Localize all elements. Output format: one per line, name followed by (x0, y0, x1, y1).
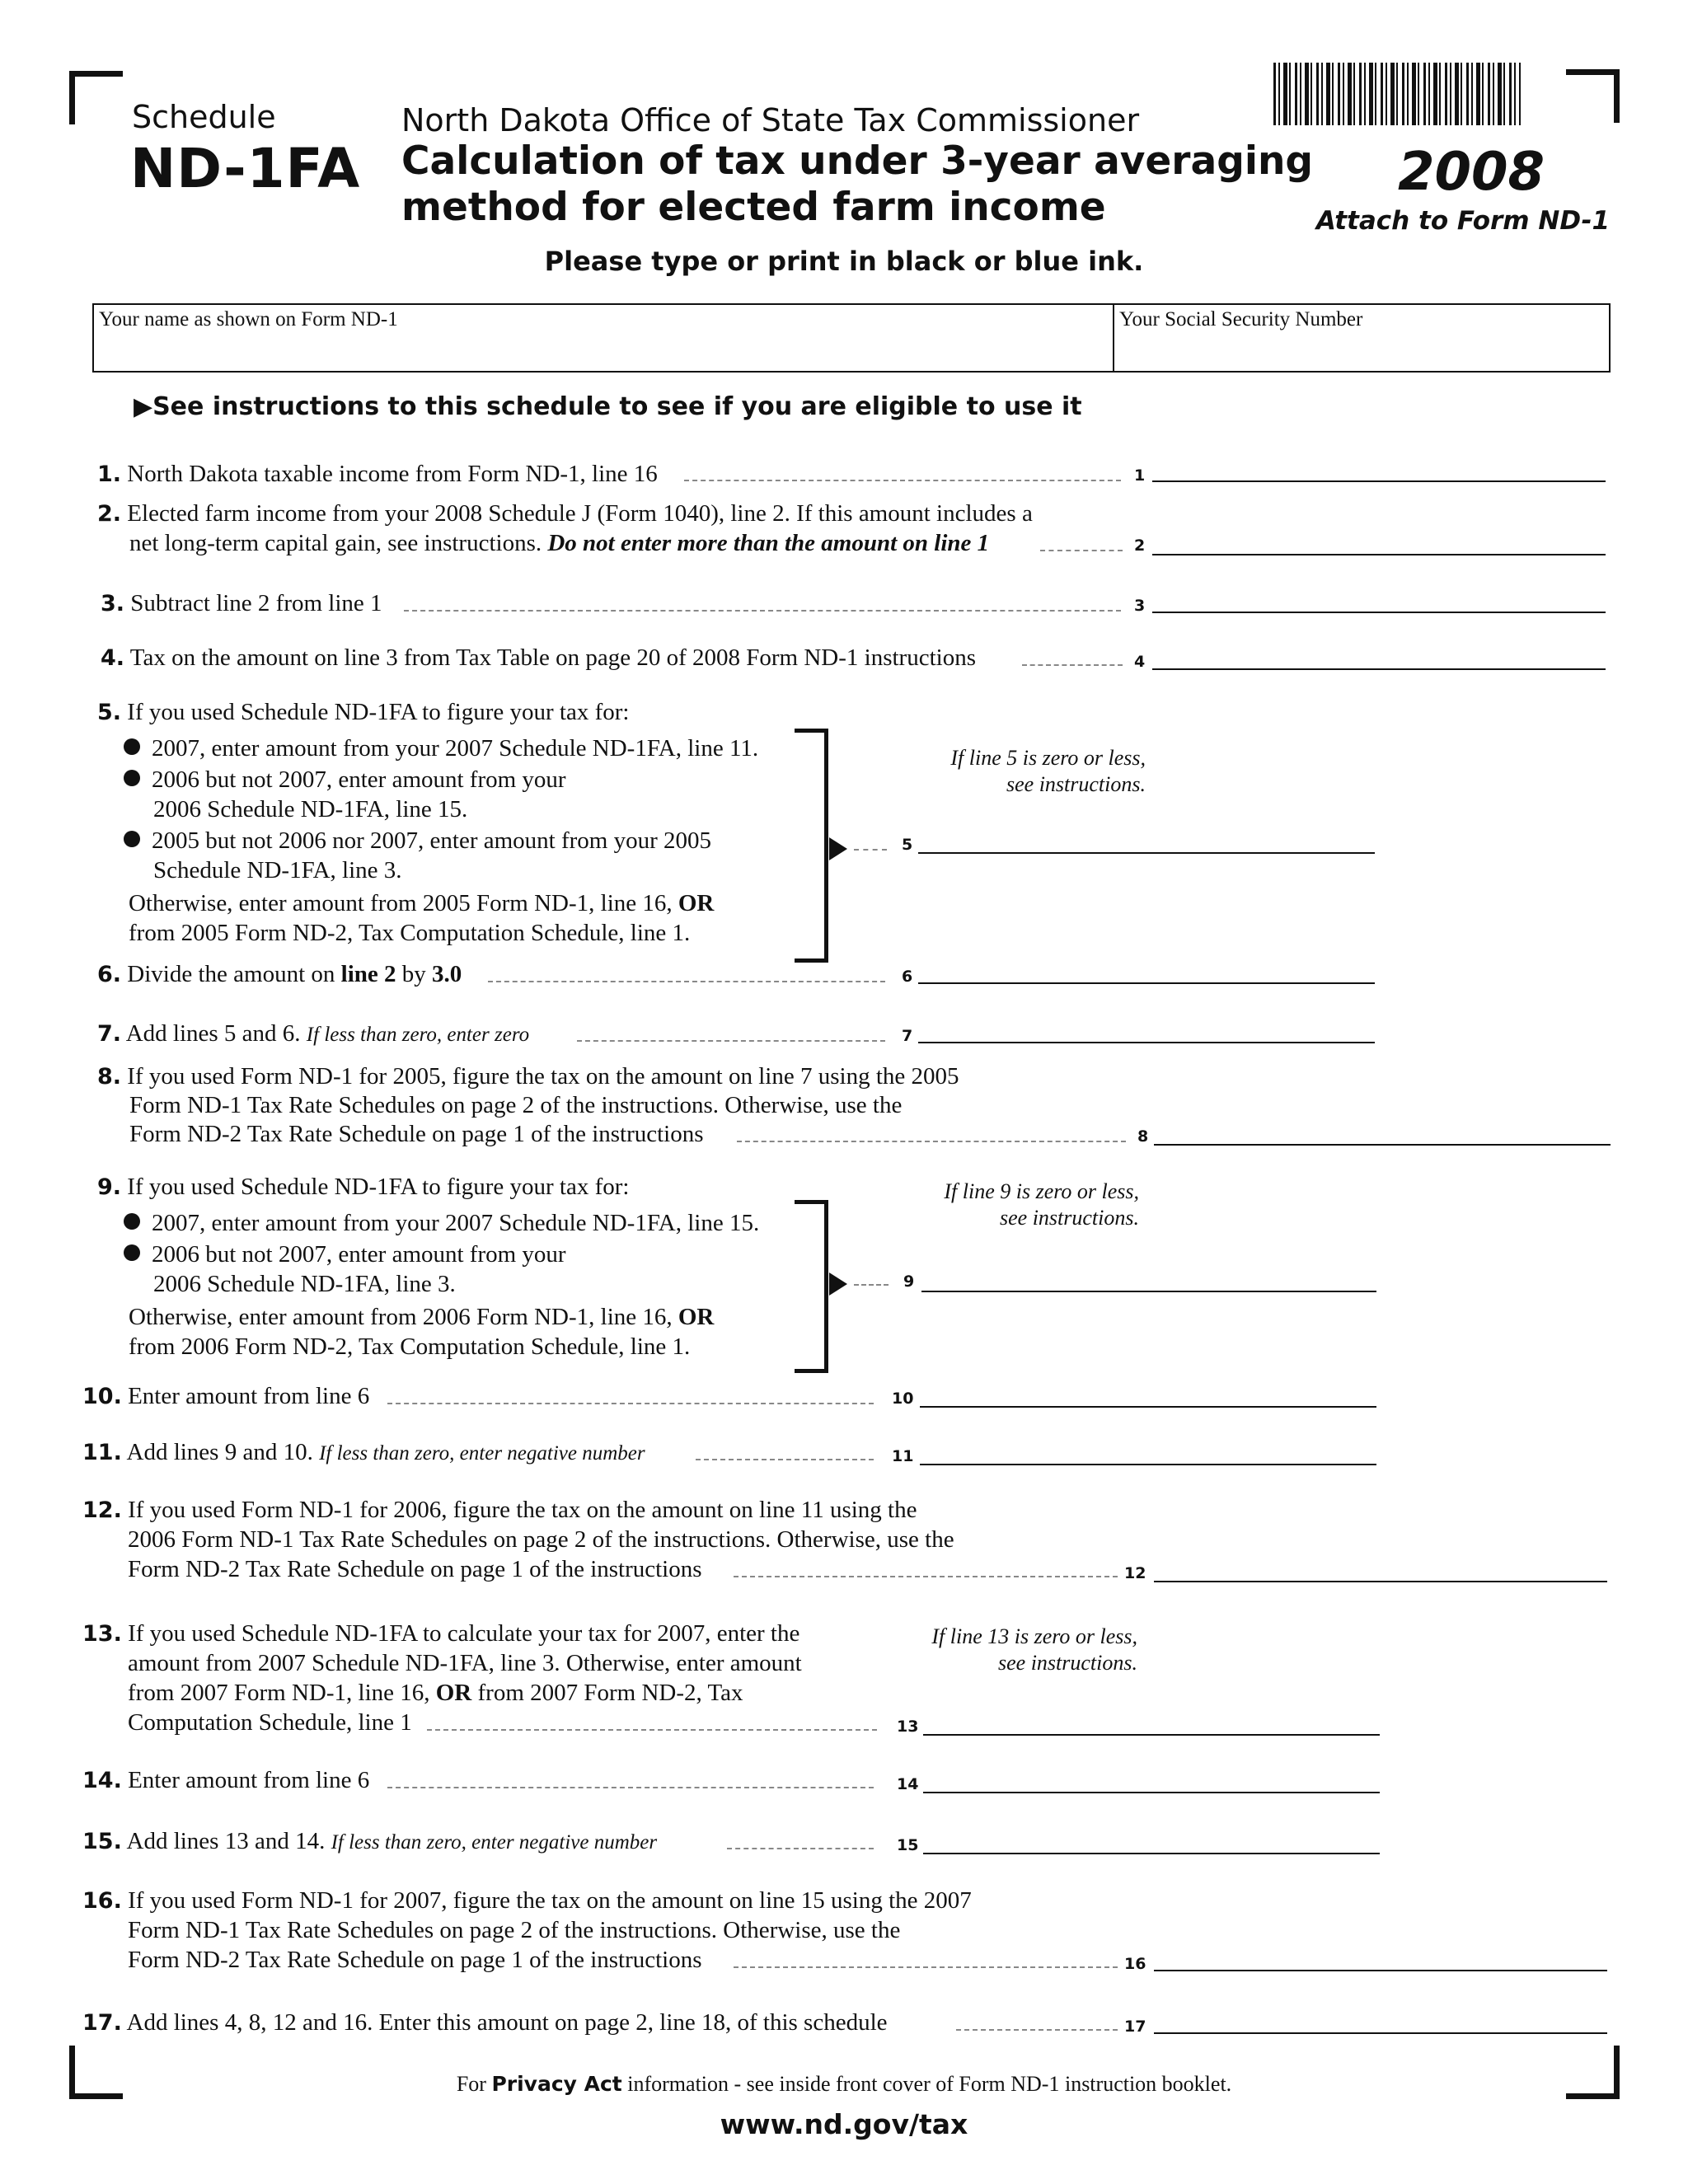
field-number-4: 4 (1134, 653, 1146, 671)
bracket (795, 1200, 828, 1373)
pointer-arrow-icon: ▶ (134, 392, 153, 421)
line-16-input[interactable] (1154, 1970, 1607, 1971)
leader-dots (684, 480, 1121, 481)
field-number-2: 2 (1134, 537, 1146, 555)
line-9-otherwise-cont: from 2006 Form ND-2, Tax Computation Schedule, line 1. (129, 1333, 691, 1360)
line-10-input[interactable] (920, 1406, 1376, 1408)
line-13-note: If line 13 is zero or less, see instructions. (931, 1624, 1137, 1675)
identification-box (92, 303, 1611, 373)
line-12-label: 12. If you used Form ND-1 for 2006, figure the tax on the amount on line 11 using the (82, 1497, 917, 1523)
line-15-label: 15. Add lines 13 and 14. If less than zero, enter negative number (82, 1828, 658, 1854)
line-5-option-2007: 2007, enter amount from your 2007 Schedule ND-1FA, line 11. (124, 733, 758, 763)
line-5-option-2006-cont: 2006 Schedule ND-1FA, line 15. (153, 796, 468, 823)
attach-note: Attach to Form ND-1 (1315, 206, 1611, 236)
line-5-input[interactable] (918, 852, 1375, 854)
bullet-icon (124, 770, 140, 786)
field-number-7: 7 (902, 1027, 913, 1045)
bullet-icon (124, 831, 140, 847)
line-6-input[interactable] (918, 982, 1375, 984)
line-5-label: 5. If you used Schedule ND-1FA to figure your tax for: (97, 699, 630, 725)
line-7-label: 7. Add lines 5 and 6. If less than zero, enter zero (97, 1020, 530, 1047)
name-field-label: Your name as shown on Form ND-1 (99, 308, 398, 330)
line-10-label: 10. Enter amount from line 6 (82, 1383, 370, 1409)
privacy-notice: For Privacy Act information - see inside front cover of Form ND-1 instruction booklet. (456, 2072, 1232, 2096)
line-8-label-cont2: Form ND-2 Tax Rate Schedule on page 1 of the instructions (129, 1121, 704, 1147)
eligibility-note: ▶See instructions to this schedule to see if you are eligible to use it (134, 392, 1082, 421)
field-number-5: 5 (902, 836, 913, 854)
tax-year: 2008 (1397, 142, 1545, 203)
line-13-label: 13. If you used Schedule ND-1FA to calculate your tax for 2007, enter the (82, 1620, 800, 1647)
line-4-input[interactable] (1152, 668, 1606, 670)
bullet-icon (124, 738, 140, 755)
line-13-label-cont3: Computation Schedule, line 1 (128, 1709, 412, 1736)
line-9-note: If line 9 is zero or less, see instructions. (944, 1179, 1139, 1230)
leader-dots (737, 1141, 1126, 1142)
barcode (1273, 63, 1521, 125)
leader-dots (727, 1848, 874, 1849)
line-12-input[interactable] (1154, 1581, 1607, 1582)
bracket (795, 729, 828, 963)
line-1-input[interactable] (1152, 480, 1606, 482)
line-9-label: 9. If you used Schedule ND-1FA to figure your tax for: (97, 1174, 630, 1200)
field-number-11: 11 (892, 1447, 914, 1465)
line-11-input[interactable] (920, 1464, 1376, 1465)
line-5-otherwise-cont: from 2005 Form ND-2, Tax Computation Schedule, line 1. (129, 920, 691, 946)
pointer-arrow-icon (829, 837, 847, 860)
registration-mark-top-left (69, 71, 123, 124)
field-number-9: 9 (903, 1272, 915, 1291)
line-9-option-2006-cont: 2006 Schedule ND-1FA, line 3. (153, 1271, 456, 1297)
line-15-input[interactable] (923, 1853, 1380, 1854)
line-12-label-cont: 2006 Form ND-1 Tax Rate Schedules on page 2 of the instructions. Otherwise, use the (128, 1526, 954, 1553)
form-title (401, 138, 1357, 231)
line-16-label-cont2: Form ND-2 Tax Rate Schedule on page 1 of the instructions (128, 1947, 702, 1973)
ssn-field-label: Your Social Security Number (1119, 308, 1363, 330)
form-title-line1: Calculation of tax under 3-year averaging (401, 138, 1314, 184)
form-id: ND-1FA (130, 137, 361, 200)
ssn-field[interactable] (1114, 305, 1609, 371)
agency-name: North Dakota Office of State Tax Commissioner (401, 102, 1140, 138)
field-number-1: 1 (1134, 466, 1146, 485)
field-number-17: 17 (1124, 2018, 1146, 2036)
leader-dots (696, 1459, 874, 1460)
line-13-label-cont: amount from 2007 Schedule ND-1FA, line 3. Otherwise, enter amount (128, 1650, 802, 1676)
line-13-label-cont2: from 2007 Form ND-1, line 16, OR from 2007 Form ND-2, Tax (128, 1680, 743, 1706)
field-number-15: 15 (897, 1836, 919, 1854)
line-5-option-2005-cont: Schedule ND-1FA, line 3. (153, 857, 402, 883)
leader-dots (427, 1729, 877, 1731)
line-16-label-cont: Form ND-1 Tax Rate Schedules on page 2 of the instructions. Otherwise, use the (128, 1917, 901, 1943)
ink-instruction: Please type or print in black or blue ink. (544, 246, 1144, 277)
line-16-label: 16. If you used Form ND-1 for 2007, figure the tax on the amount on line 15 using the 2007 (82, 1887, 972, 1914)
line-7-input[interactable] (918, 1042, 1375, 1043)
line-9-otherwise: Otherwise, enter amount from 2006 Form ND-1, line 16, OR (129, 1304, 715, 1330)
line-14-input[interactable] (923, 1792, 1380, 1793)
line-5-otherwise: Otherwise, enter amount from 2005 Form ND-1, line 16, OR (129, 890, 715, 916)
line-5-option-2005: 2005 but not 2006 nor 2007, enter amount from your 2005 (124, 826, 711, 855)
line-2-label: 2. Elected farm income from your 2008 Schedule J (Form 1040), line 2. If this amount includes a (97, 500, 1033, 527)
leader-dots (734, 1966, 1118, 1968)
form-title-line2: method for elected farm income (401, 185, 1106, 230)
line-4-label: 4. Tax on the amount on line 3 from Tax Table on page 20 of 2008 Form ND-1 instructions (101, 644, 976, 671)
field-number-8: 8 (1137, 1127, 1149, 1146)
field-number-6: 6 (902, 968, 913, 986)
field-number-10: 10 (892, 1390, 914, 1408)
schedule-label: Schedule (132, 99, 276, 135)
field-number-14: 14 (897, 1775, 919, 1793)
bullet-icon (124, 1244, 140, 1261)
leader-dots (1040, 550, 1123, 551)
line-5-note: If line 5 is zero or less, see instructions. (950, 746, 1146, 796)
leader-dots (404, 610, 1121, 612)
name-field[interactable] (94, 305, 1113, 371)
field-number-12: 12 (1124, 1564, 1146, 1582)
pointer-arrow-icon (829, 1272, 847, 1296)
line-5-option-2006: 2006 but not 2007, enter amount from your (124, 765, 566, 794)
leader-dots (854, 849, 887, 851)
line-11-label: 11. Add lines 9 and 10. If less than zero, enter negative number (82, 1439, 645, 1465)
registration-mark-top-right (1566, 69, 1620, 123)
line-13-input[interactable] (923, 1734, 1380, 1736)
line-17-label: 17. Add lines 4, 8, 12 and 16. Enter this amount on page 2, line 18, of this schedule (82, 2009, 888, 2036)
line-1-label: 1. North Dakota taxable income from Form ND-1, line 16 (97, 461, 658, 487)
leader-dots (734, 1576, 1118, 1577)
leader-dots (1022, 664, 1123, 666)
line-9-option-2007: 2007, enter amount from your 2007 Schedule ND-1FA, line 15. (124, 1208, 759, 1238)
line-8-label-cont: Form ND-1 Tax Rate Schedules on page 2 of the instructions. Otherwise, use the (129, 1092, 903, 1118)
line-14-label: 14. Enter amount from line 6 (82, 1767, 370, 1793)
line-8-label: 8. If you used Form ND-1 for 2005, figure the tax on the amount on line 7 using the 2005 (97, 1063, 959, 1090)
field-number-3: 3 (1134, 597, 1146, 615)
leader-dots (387, 1787, 874, 1788)
bullet-icon (124, 1213, 140, 1230)
field-number-16: 16 (1124, 1955, 1146, 1973)
website-link[interactable]: www.nd.gov/tax (720, 2108, 968, 2140)
line-8-input[interactable] (1154, 1144, 1611, 1146)
leader-dots (956, 2029, 1118, 2031)
leader-dots (577, 1040, 885, 1042)
line-9-option-2006: 2006 but not 2007, enter amount from your (124, 1240, 566, 1269)
line-3-input[interactable] (1152, 612, 1606, 613)
line-17-input[interactable] (1154, 2032, 1607, 2034)
field-number-13: 13 (897, 1718, 919, 1736)
line-3-label: 3. Subtract line 2 from line 1 (101, 590, 382, 616)
line-2-input[interactable] (1152, 554, 1606, 555)
leader-dots (854, 1284, 889, 1286)
line-9-input[interactable] (921, 1291, 1376, 1292)
leader-dots (488, 981, 885, 982)
leader-dots (387, 1403, 874, 1404)
line-2-label-cont: net long-term capital gain, see instructions. Do not enter more than the amount on line 1 (129, 530, 990, 556)
line-12-label-cont2: Form ND-2 Tax Rate Schedule on page 1 of the instructions (128, 1556, 702, 1582)
line-6-label: 6. Divide the amount on line 2 by 3.0 (97, 961, 462, 987)
